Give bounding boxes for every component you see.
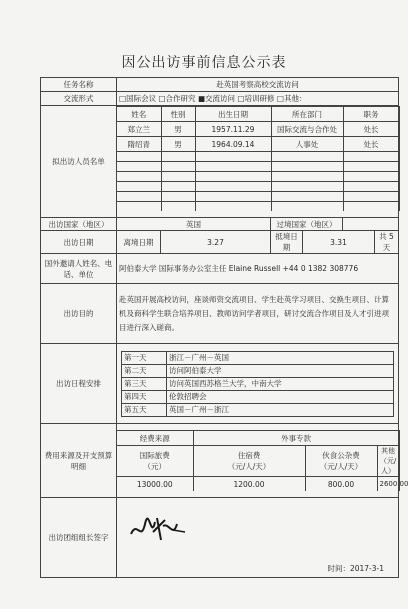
transit-label: 过境国家（地区） [271, 218, 343, 231]
member-name: 隋绍青 [117, 137, 161, 152]
member-gender: 男 [161, 137, 195, 152]
schedule-day: 第四天 [122, 390, 167, 403]
members-table [117, 106, 400, 211]
leader-label: 出访团组组长签字 [41, 498, 117, 578]
schedule-item [122, 390, 394, 403]
schedule-cell [117, 344, 399, 424]
return-label: 抵境日期 [271, 231, 303, 254]
empty-row [117, 172, 399, 182]
lodging-header: 住宿费 （元/人/天） [193, 446, 305, 477]
task-name-label: 任务名称 [41, 78, 117, 92]
schedule-day: 第五天 [122, 403, 167, 416]
other-header: 其他 （元/人） [377, 446, 399, 477]
schedule-day: 第三天 [122, 377, 167, 390]
schedule-text: 浙江－广州－英国 [167, 351, 394, 364]
foreign-funds-header: 外事专款 [193, 431, 399, 446]
inviter-label: 国外邀请人姓名、电话、单位 [41, 254, 117, 284]
funding-table [117, 430, 408, 491]
disclosure-form-table [40, 77, 408, 578]
member-birth: 1957.11.29 [195, 122, 271, 137]
member-name: 郑立兰 [117, 122, 161, 137]
schedule-item [122, 364, 394, 377]
handwritten-signature [127, 512, 189, 546]
schedule-day: 第一天 [122, 351, 167, 364]
member-title: 处长 [343, 122, 399, 137]
member-dept: 国际交流与合作处 [271, 122, 343, 137]
empty-row [117, 202, 399, 212]
country-label: 出访国家（地区） [41, 218, 117, 231]
airfare-value: 13000.00 [117, 477, 193, 492]
schedule-text: 伦敦招聘会 [167, 390, 394, 403]
purpose-text: 赴英国开展高校访问，座谈师资交流项目、学生赴英学习项目、交换生项目、计算机及商科学生联合培养项目、教师访问学者项目，研讨交流合作项目及人才引进项目进行深入磋商。 [117, 284, 399, 344]
member-birth: 1964.09.14 [195, 137, 271, 152]
depart-label: 离境日期 [117, 231, 161, 254]
members-cell [117, 106, 399, 218]
member-title: 处长 [343, 137, 399, 152]
empty-row [117, 152, 399, 162]
total-days: 共 5 天 [375, 231, 399, 254]
schedule-text: 英国－广州－浙江 [167, 403, 394, 416]
date-line: 时间：2017-3-1 [327, 564, 384, 573]
schedule-item [122, 403, 394, 416]
funding-label: 费用来源及开支预算明细 [41, 424, 117, 498]
lodging-value: 1200.00 [193, 477, 305, 492]
member-row [117, 137, 399, 152]
funding-cell [117, 424, 408, 498]
col-title-header: 职务 [343, 107, 399, 122]
schedule-item [122, 351, 394, 364]
inviter-value: 阿伯泰大学 国际事务办公室主任 Elaine Russell +44 0 1382 308776 [117, 254, 399, 284]
schedule-text: 访问英国西苏格兰大学，中南大学 [167, 377, 394, 390]
task-name-value: 赴英国考察高校交流访问 [117, 78, 399, 92]
transit-value [343, 218, 399, 231]
schedule-day: 第二天 [122, 364, 167, 377]
exchange-form-label: 交流形式 [41, 92, 117, 106]
col-birth-header: 出生日期 [195, 107, 271, 122]
col-dept-header: 所在部门 [271, 107, 343, 122]
empty-row [117, 162, 399, 172]
members-label: 拟出访人员名单 [41, 106, 117, 218]
empty-row [117, 182, 399, 192]
empty-row [117, 192, 399, 202]
meals-value: 800.00 [305, 477, 377, 492]
purpose-label: 出访目的 [41, 284, 117, 344]
signature-cell [117, 498, 399, 578]
schedule-label: 出访日程安排 [41, 344, 117, 424]
member-dept: 人事处 [271, 137, 343, 152]
exchange-form-options: □国际会议 □合作研究 ■交流访问 □培训研修 □其他： [117, 92, 399, 106]
member-row [117, 122, 399, 137]
members-header-row [117, 107, 399, 122]
page-title: 因公出访事前信息公示表 [121, 55, 287, 71]
schedule-list [121, 351, 394, 417]
member-gender: 男 [161, 122, 195, 137]
schedule-item [122, 377, 394, 390]
depart-value: 3.27 [161, 231, 271, 254]
col-name-header: 姓名 [117, 107, 161, 122]
funding-column-row [117, 446, 399, 477]
schedule-text: 访问阿伯泰大学 [167, 364, 394, 377]
other-value: 2600.00 [377, 477, 399, 492]
return-value: 3.31 [303, 231, 375, 254]
meals-header: 伙食公杂费 （元/人/天） [305, 446, 377, 477]
funding-header-row [117, 431, 399, 446]
airfare-header: 国际旅费 （元） [117, 446, 193, 477]
dates-label: 出访日期 [41, 231, 117, 254]
country-value: 英国 [117, 218, 271, 231]
funding-value-row [117, 477, 399, 492]
funding-source-header: 经费来源 [117, 431, 193, 446]
col-gender-header: 性别 [161, 107, 195, 122]
